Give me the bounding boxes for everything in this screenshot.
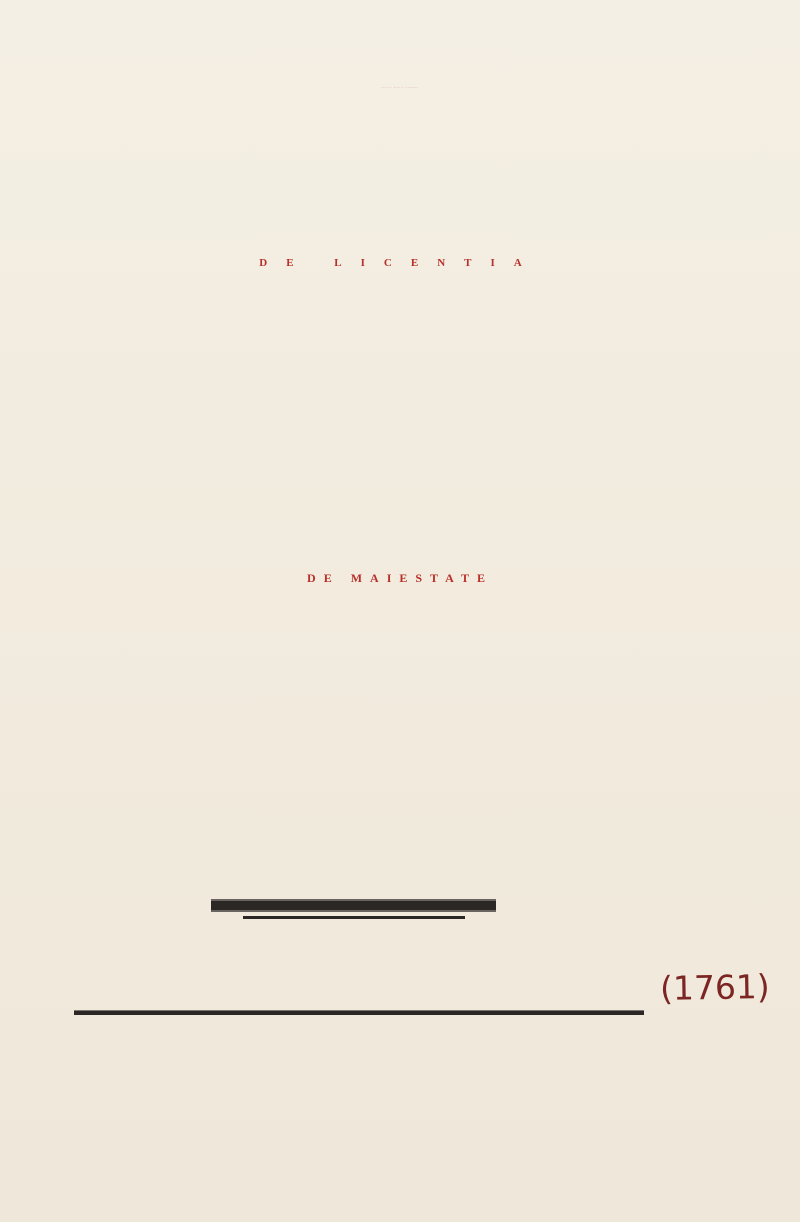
imprint-rule xyxy=(74,1010,644,1015)
ornamental-rule xyxy=(211,899,496,912)
main-title: DE LICENTIA xyxy=(259,257,541,269)
author-name: IOANNIS MARIAE LAMPREDI xyxy=(381,88,419,89)
second-title: DE MAIESTATE xyxy=(307,571,493,585)
handwritten-year-note: (1761) xyxy=(659,967,771,1008)
thin-rule xyxy=(243,916,465,919)
